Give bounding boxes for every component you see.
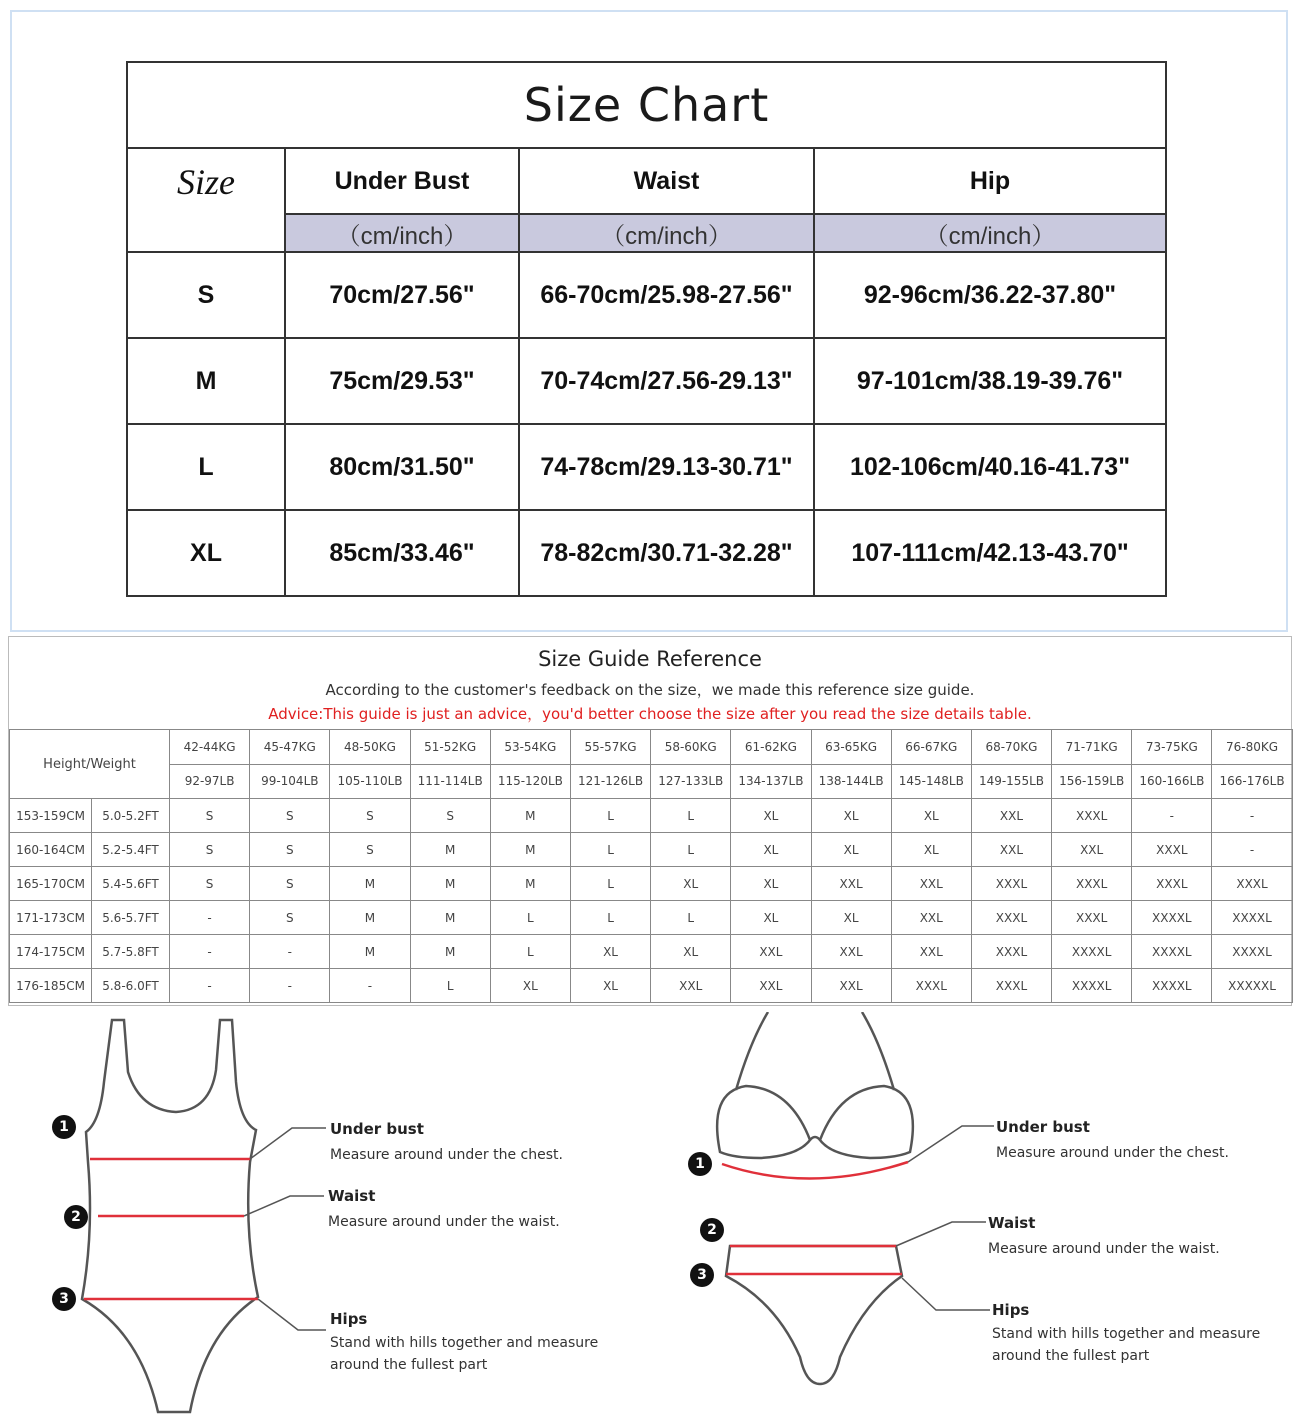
weight-lb-header: 134-137LB xyxy=(731,764,811,799)
size-row-m xyxy=(127,338,1166,424)
under-bust-desc: Measure around under the chest. xyxy=(996,1145,1229,1161)
waist-cell: 78-82cm/30.71-32.28" xyxy=(519,510,814,596)
hip-header: Hip xyxy=(814,148,1166,214)
weight-kg-header: 42-44KG xyxy=(170,730,250,765)
weight-kg-header: 63-65KG xyxy=(811,730,891,765)
hip-cell: 92-96cm/36.22-37.80" xyxy=(814,252,1166,338)
badge-3: 3 xyxy=(52,1287,76,1311)
recommended-size-cell: S xyxy=(330,799,410,833)
recommended-size-cell: L xyxy=(651,833,731,867)
recommended-size-cell: M xyxy=(330,935,410,969)
weight-kg-header: 66-67KG xyxy=(891,730,971,765)
weight-kg-header: 68-70KG xyxy=(971,730,1051,765)
recommended-size-cell: XL xyxy=(891,799,971,833)
waist-header: Waist xyxy=(519,148,814,214)
height-weight-corner: Height/Weight xyxy=(10,730,170,799)
recommended-size-cell: XXXL xyxy=(1212,867,1292,901)
recommended-size-cell: S xyxy=(170,799,250,833)
recommended-size-cell: M xyxy=(410,867,490,901)
size-guide-table xyxy=(9,729,1293,1003)
bikini-cup xyxy=(820,1086,913,1158)
weight-lb-header: 160-166LB xyxy=(1132,764,1212,799)
recommended-size-cell: - xyxy=(1212,833,1292,867)
weight-kg-header: 55-57KG xyxy=(570,730,650,765)
badge-2: 2 xyxy=(700,1218,724,1242)
recommended-size-cell: XXXXL xyxy=(1052,935,1132,969)
recommended-size-cell: S xyxy=(410,799,490,833)
recommended-size-cell: S xyxy=(250,833,330,867)
recommended-size-cell: XXL xyxy=(1052,833,1132,867)
under-bust-line xyxy=(722,1162,908,1179)
hip-cell: 102-106cm/40.16-41.73" xyxy=(814,424,1166,510)
weight-kg-header-row xyxy=(10,730,1293,765)
weight-lb-header: 145-148LB xyxy=(891,764,971,799)
size-guide-row xyxy=(10,969,1293,1003)
recommended-size-cell: XL xyxy=(811,833,891,867)
leader-line xyxy=(902,1278,990,1310)
recommended-size-cell: XXL xyxy=(891,867,971,901)
recommended-size-cell: M xyxy=(410,833,490,867)
recommended-size-cell: XXXXL xyxy=(1212,901,1292,935)
recommended-size-cell: - xyxy=(170,901,250,935)
recommended-size-cell: - xyxy=(250,935,330,969)
recommended-size-cell: XXXL xyxy=(971,867,1051,901)
recommended-size-cell: XL xyxy=(651,935,731,969)
waist-label xyxy=(328,1187,560,1233)
recommended-size-cell: XXXXL xyxy=(1132,969,1212,1003)
weight-kg-header: 76-80KG xyxy=(1212,730,1292,765)
size-guide-panel xyxy=(8,636,1292,1006)
hips-title: Hips xyxy=(330,1310,368,1328)
one-piece-measure-diagram xyxy=(0,1012,640,1417)
weight-kg-header: 71-71KG xyxy=(1052,730,1132,765)
recommended-size-cell: XXXXL xyxy=(1132,901,1212,935)
recommended-size-cell: L xyxy=(490,935,570,969)
recommended-size-cell: XXL xyxy=(971,833,1051,867)
under-bust-cell: 75cm/29.53" xyxy=(285,338,519,424)
under-bust-header: Under Bust xyxy=(285,148,519,214)
unit-label: （cm/inch） xyxy=(519,214,814,252)
recommended-size-cell: XXL xyxy=(811,867,891,901)
weight-lb-header: 115-120LB xyxy=(490,764,570,799)
size-cell: S xyxy=(127,252,285,338)
recommended-size-cell: M xyxy=(330,901,410,935)
recommended-size-cell: XXXL xyxy=(1132,833,1212,867)
size-guide-row xyxy=(10,901,1293,935)
hips-desc-line2: around the fullest part xyxy=(992,1348,1150,1364)
recommended-size-cell: XXL xyxy=(651,969,731,1003)
hips-desc-line2: around the fullest part xyxy=(330,1357,488,1373)
waist-desc: Measure around under the waist. xyxy=(328,1214,560,1230)
weight-kg-header: 58-60KG xyxy=(651,730,731,765)
weight-kg-header: 53-54KG xyxy=(490,730,570,765)
recommended-size-cell: XL xyxy=(570,935,650,969)
weight-lb-header-row xyxy=(10,764,1293,799)
recommended-size-cell: M xyxy=(410,935,490,969)
recommended-size-cell: XXXL xyxy=(971,969,1051,1003)
recommended-size-cell: - xyxy=(250,969,330,1003)
recommended-size-cell: L xyxy=(570,867,650,901)
under-bust-cell: 80cm/31.50" xyxy=(285,424,519,510)
under-bust-label xyxy=(996,1118,1229,1164)
bikini-strap xyxy=(736,1012,768,1090)
recommended-size-cell: - xyxy=(330,969,410,1003)
height-ft-cell: 5.7-5.8FT xyxy=(92,935,170,969)
recommended-size-cell: XXL xyxy=(811,935,891,969)
weight-kg-header: 61-62KG xyxy=(731,730,811,765)
badge-2: 2 xyxy=(64,1205,88,1229)
recommended-size-cell: XXXL xyxy=(971,935,1051,969)
weight-kg-header: 51-52KG xyxy=(410,730,490,765)
recommended-size-cell: M xyxy=(490,833,570,867)
size-row-s xyxy=(127,252,1166,338)
badge-3: 3 xyxy=(690,1263,714,1287)
bikini-measure-diagram xyxy=(650,1012,1299,1417)
recommended-size-cell: M xyxy=(490,799,570,833)
recommended-size-cell: XL xyxy=(811,799,891,833)
size-guide-row xyxy=(10,935,1293,969)
recommended-size-cell: XXXXXL xyxy=(1212,969,1292,1003)
leader-line xyxy=(250,1128,326,1159)
recommended-size-cell: XXL xyxy=(891,901,971,935)
recommended-size-cell: XL xyxy=(490,969,570,1003)
waist-title: Waist xyxy=(988,1214,1036,1232)
recommended-size-cell: S xyxy=(250,867,330,901)
size-guide-row xyxy=(10,799,1293,833)
recommended-size-cell: XL xyxy=(731,867,811,901)
recommended-size-cell: L xyxy=(570,901,650,935)
bikini-cup xyxy=(717,1086,810,1158)
recommended-size-cell: S xyxy=(250,901,330,935)
recommended-size-cell: L xyxy=(570,833,650,867)
recommended-size-cell: XL xyxy=(651,867,731,901)
recommended-size-cell: XXXL xyxy=(1132,867,1212,901)
height-cm-cell: 165-170CM xyxy=(10,867,92,901)
weight-lb-header: 92-97LB xyxy=(170,764,250,799)
waist-title: Waist xyxy=(328,1187,376,1205)
unit-blank-cell xyxy=(127,214,285,252)
height-cm-cell: 174-175CM xyxy=(10,935,92,969)
under-bust-cell: 70cm/27.56" xyxy=(285,252,519,338)
recommended-size-cell: XXXL xyxy=(1052,867,1132,901)
unit-label: （cm/inch） xyxy=(285,214,519,252)
badge-1: 1 xyxy=(52,1115,76,1139)
recommended-size-cell: XL xyxy=(811,901,891,935)
recommended-size-cell: S xyxy=(170,867,250,901)
recommended-size-cell: M xyxy=(410,901,490,935)
weight-lb-header: 111-114LB xyxy=(410,764,490,799)
weight-lb-header: 166-176LB xyxy=(1212,764,1292,799)
recommended-size-cell: XL xyxy=(731,799,811,833)
weight-lb-header: 127-133LB xyxy=(651,764,731,799)
under-bust-desc: Measure around under the chest. xyxy=(330,1147,563,1163)
hips-label xyxy=(330,1310,598,1376)
under-bust-label xyxy=(330,1120,563,1166)
recommended-size-cell: XL xyxy=(570,969,650,1003)
waist-label xyxy=(988,1214,1220,1260)
recommended-size-cell: L xyxy=(490,901,570,935)
size-cell: L xyxy=(127,424,285,510)
waist-cell: 66-70cm/25.98-27.56" xyxy=(519,252,814,338)
size-column-header: Size xyxy=(127,148,285,214)
recommended-size-cell: XL xyxy=(731,901,811,935)
weight-lb-header: 156-159LB xyxy=(1052,764,1132,799)
leader-line xyxy=(244,1196,324,1216)
size-guide-row xyxy=(10,833,1293,867)
unit-label: （cm/inch） xyxy=(814,214,1166,252)
recommended-size-cell: L xyxy=(410,969,490,1003)
recommended-size-cell: XXXXL xyxy=(1052,969,1132,1003)
size-cell: M xyxy=(127,338,285,424)
weight-lb-header: 105-110LB xyxy=(330,764,410,799)
recommended-size-cell: S xyxy=(250,799,330,833)
recommended-size-cell: XXL xyxy=(811,969,891,1003)
under-bust-title: Under bust xyxy=(996,1118,1090,1136)
size-chart-title: Size Chart xyxy=(127,62,1166,148)
height-cm-cell: 153-159CM xyxy=(10,799,92,833)
height-ft-cell: 5.8-6.0FT xyxy=(92,969,170,1003)
height-ft-cell: 5.0-5.2FT xyxy=(92,799,170,833)
height-cm-cell: 176-185CM xyxy=(10,969,92,1003)
recommended-size-cell: M xyxy=(330,867,410,901)
hips-title: Hips xyxy=(992,1301,1030,1319)
recommended-size-cell: L xyxy=(651,799,731,833)
recommended-size-cell: M xyxy=(490,867,570,901)
recommended-size-cell: XXL xyxy=(731,935,811,969)
hip-cell: 97-101cm/38.19-39.76" xyxy=(814,338,1166,424)
hip-cell: 107-111cm/42.13-43.70" xyxy=(814,510,1166,596)
recommended-size-cell: - xyxy=(1212,799,1292,833)
leader-line xyxy=(908,1126,994,1162)
waist-desc: Measure around under the waist. xyxy=(988,1241,1220,1257)
size-guide-row xyxy=(10,867,1293,901)
recommended-size-cell: XL xyxy=(731,833,811,867)
weight-kg-header: 45-47KG xyxy=(250,730,330,765)
leader-line xyxy=(896,1222,986,1246)
hips-label xyxy=(992,1301,1260,1367)
recommended-size-cell: - xyxy=(170,935,250,969)
size-guide-title: Size Guide Reference xyxy=(538,647,762,671)
height-ft-cell: 5.6-5.7FT xyxy=(92,901,170,935)
height-cm-cell: 171-173CM xyxy=(10,901,92,935)
weight-kg-header: 48-50KG xyxy=(330,730,410,765)
recommended-size-cell: S xyxy=(330,833,410,867)
recommended-size-cell: XXL xyxy=(731,969,811,1003)
recommended-size-cell: XXXL xyxy=(971,901,1051,935)
weight-lb-header: 99-104LB xyxy=(250,764,330,799)
size-guide-advice: Advice:This guide is just an advice，you'd better choose the size after you read the size details table. xyxy=(268,705,1032,723)
recommended-size-cell: XXXL xyxy=(1052,901,1132,935)
badge-1: 1 xyxy=(688,1152,712,1176)
under-bust-title: Under bust xyxy=(330,1120,424,1138)
size-row-l xyxy=(127,424,1166,510)
size-cell: XL xyxy=(127,510,285,596)
recommended-size-cell: XXXL xyxy=(891,969,971,1003)
recommended-size-cell: XXL xyxy=(971,799,1051,833)
recommended-size-cell: L xyxy=(651,901,731,935)
weight-lb-header: 121-126LB xyxy=(570,764,650,799)
recommended-size-cell: XXXL xyxy=(1052,799,1132,833)
waist-cell: 74-78cm/29.13-30.71" xyxy=(519,424,814,510)
weight-lb-header: 149-155LB xyxy=(971,764,1051,799)
size-chart-table xyxy=(126,61,1167,597)
recommended-size-cell: L xyxy=(570,799,650,833)
height-cm-cell: 160-164CM xyxy=(10,833,92,867)
hips-desc-line1: Stand with hills together and measure xyxy=(330,1335,599,1351)
recommended-size-cell: XXL xyxy=(891,935,971,969)
hips-desc-line1: Stand with hills together and measure xyxy=(992,1326,1261,1342)
weight-lb-header: 138-144LB xyxy=(811,764,891,799)
recommended-size-cell: XXXXL xyxy=(1132,935,1212,969)
recommended-size-cell: XXXXL xyxy=(1212,935,1292,969)
height-ft-cell: 5.2-5.4FT xyxy=(92,833,170,867)
recommended-size-cell: XL xyxy=(891,833,971,867)
waist-cell: 70-74cm/27.56-29.13" xyxy=(519,338,814,424)
recommended-size-cell: S xyxy=(170,833,250,867)
height-ft-cell: 5.4-5.6FT xyxy=(92,867,170,901)
bikini-strap xyxy=(862,1012,894,1090)
leader-line xyxy=(258,1299,326,1330)
recommended-size-cell: - xyxy=(170,969,250,1003)
recommended-size-cell: - xyxy=(1132,799,1212,833)
bikini-bottom-outline xyxy=(726,1246,902,1384)
size-row-xl xyxy=(127,510,1166,596)
under-bust-cell: 85cm/33.46" xyxy=(285,510,519,596)
size-guide-subtitle: According to the customer's feedback on the size，we made this reference size guide. xyxy=(325,681,975,699)
bikini-center xyxy=(810,1137,820,1140)
weight-kg-header: 73-75KG xyxy=(1132,730,1212,765)
